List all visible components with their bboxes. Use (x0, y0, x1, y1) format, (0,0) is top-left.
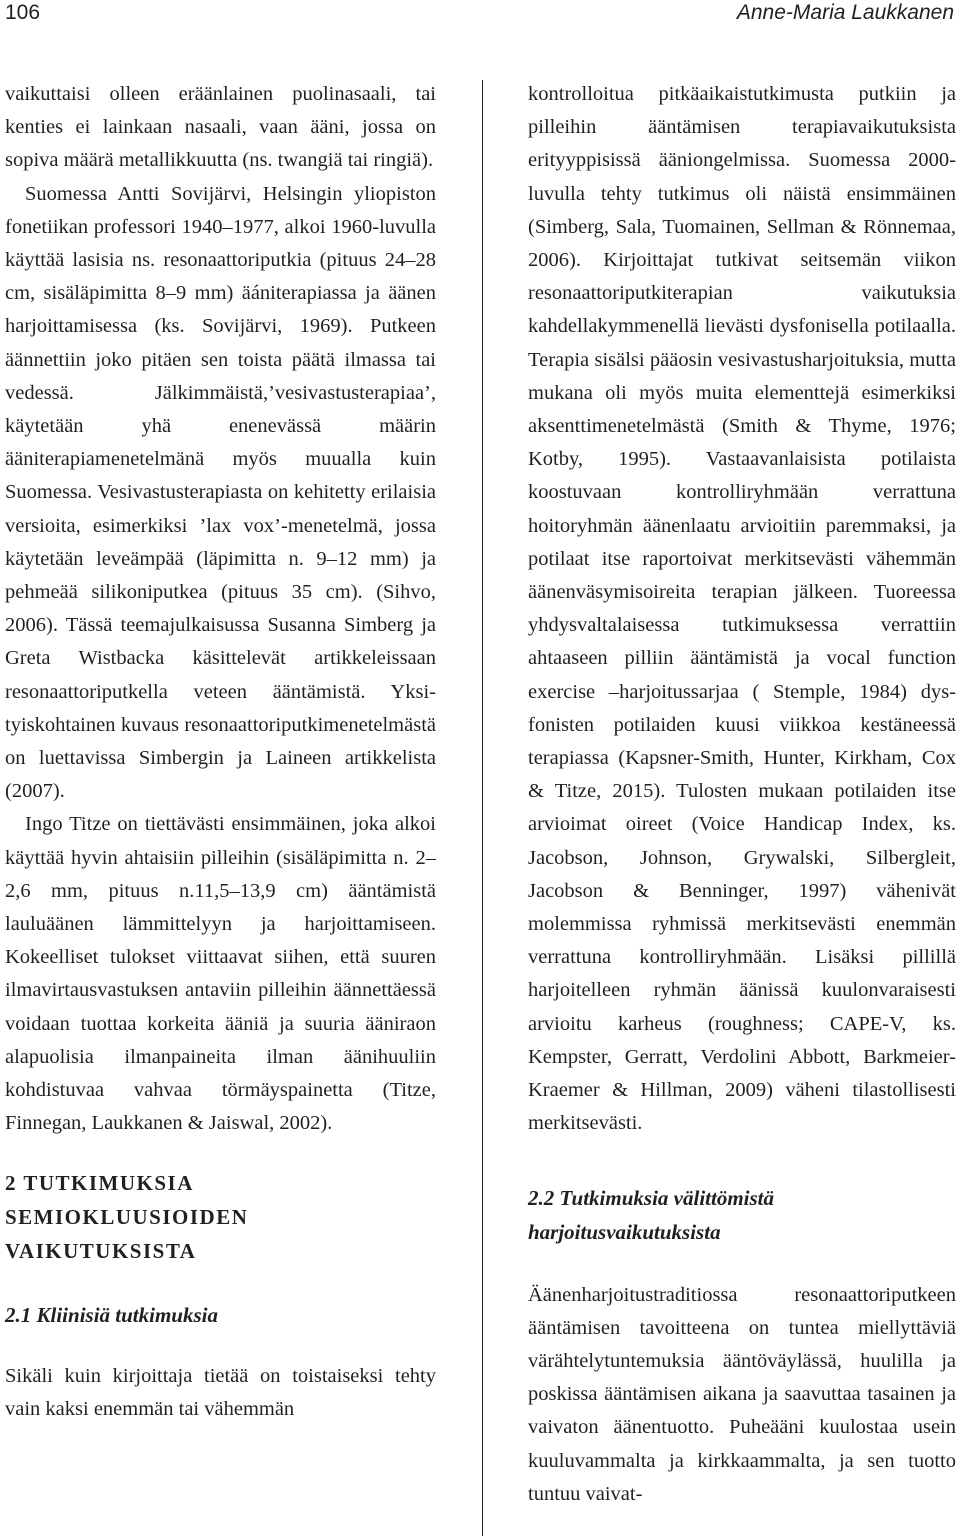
right-column (528, 78, 956, 1511)
left-column (5, 78, 436, 1426)
left-paragraph-3: Ingo Titze on tiettävästi ensimmäinen, joka alkoi käyttää hyvin ahtaisiin pilleihin (sisäläpimitta n. 2–2,6 mm, pituus n.11,5–13,9 cm) ääntämistä lauluäänen lämmittelyyn ja harjoittamiseen. Kokeelliset tulokset viittaavat siihen, että suuren ilmavirtausvastuksen antaviin pilleihin äännettäessä voidaan tuottaa korkeita ääniä ja suuria ääniraon alapuolisia ilmanpaineita ilman äänihuuliin kohdistuvaa vahvaa törmäyspainetta (Titze, Finnegan, Laukkanen & Jaiswal, 2002). (5, 813, 436, 1135)
right-paragraph-2: Äänenharjoitustraditiossa resonaattoriputkeen ääntämisen tavoitteena on tuntea miellyttäviä värähtelytuntemuksia ääntöväylässä, huulilla ja poskissa ääntämisen aikana ja saavuttaa tasainen ja vaivaton äänentuotto. Puheääni kuulostaa usein kuuluvammalta ja kirkkaammalta, ja sen tuotto tuntuu vaivat- (528, 1283, 956, 1505)
left-paragraph-1: vaikuttaisi olleen eräänlainen puolinasaali, tai kenties ei lainkaan nasaali, vaan ääni, jossa on sopiva määrä metallikkuutta (ns. twangiä tai ringiä). (5, 83, 436, 172)
page-number: 106 (5, 1, 41, 24)
subheading-2-1: 2.1 Kliinisiä tutkimuksia (5, 1302, 218, 1327)
left-paragraph-4: Sikäli kuin kirjoittaja tietää on toistaiseksi tehty vain kaksi enemmän tai vähemmän (5, 1364, 436, 1420)
column-divider (482, 80, 483, 1536)
subheading-2-2: 2.2 Tutkimuksia välittömistä harjoitusvaikutuksista (528, 1185, 775, 1244)
running-head-author: Anne-Maria Laukkanen (736, 1, 954, 24)
right-paragraph-1: kontrolloitua pitkäaikaistutkimusta putkiin ja pilleihin ääntämisen terapiavaikutuksista erityyppisissä ääniongelmissa. Suomessa 2000-luvulla tehty tutkimus oli näistä ensimmäinen (Simberg, Sala, Tuomainen, Sellman & Rönnemaa, 2006). Kirjoittajat tutkivat seitsemän viikon resonaattoriputkiterapian vaikutuksia kahdellakymmenellä lievästi dysfonisella potilaalla. Terapia sisälsi pääosin vesivastusharjoituksia, mutta mukana oli myös muita elementtejä esimerkiksi aksenttimenetelmästä (Smith & Thyme, 1976; Kotby, 1995). Vastaavanlaisista potilaista koostuvaan kontrolliryhmään verrattuna hoitoryhmän äänenlaatu arvioitiin paremmaksi, ja potilaat itse raportoivat merkitsevästi vähemmän äänenväsymisoireita terapian jälkeen. Tuoreessa yhdysvaltalaisessa tutkimuksessa verrattiin ahtaaseen pilliin ääntämistä ja vocal function exercise –harjoitussarjaa ( Stemple, 1984) dysfonisten potilaiden kuusi viikkoa kestäneessä terapiassa (Kapsner-Smith, Hunter, Kirkham, Cox & Titze, 2015). Tulosten mukaan potilaiden itse arvioimat oireet (Voice Handicap Index, ks. Jacobson, Johnson, Grywalski, Silbergleit, Jacobson & Benninger, 1997) vähenivät molemmissa ryhmissä merkitsevästi enemmän verrattuna kontrolliryhmään. Lisäksi pillillä harjoitelleen ryhmän äänissä kuulonvaraisesti arvioitu karheus (roughness; CAPE-V, ks. Kempster, Gerratt, Verdolini Abbott, Barkmeier-Kraemer & Hillman, 2009) väheni tilastollisesti merkitsevästi. (528, 83, 956, 1135)
left-paragraph-2: Suomessa Antti Sovijärvi, Helsingin yliopiston fonetiikan professori 1940–1977, alkoi 1960-luvulla käyttää lasisia ns. resonaattoriputkia (pituus 24–28 cm, sisäläpimitta 8–9 mm) äániterapiassa ja äänen harjoittamisessa (ks. Sovijärvi, 1969). Putkeen äännettiin joko pitäen sen toista päätä ilmassa tai vedessä. Jälkimmäistä,’vesivastusterapiaa’, käytetään yhä enenevässä määrin ääniterapiamenetelmänä myös muualla kuin Suomessa. Vesivastusterapiasta on kehitetty erilaisia versioita, esimerkiksi ’lax vox’-menetelmä, jossa käytetään leveämpää (läpimitta n. 9–12 mm) ja pehmeää silikoniputkea (pituus 35 cm). (Sihvo, 2006). Tässä teemajulkaisussa Susanna Simberg ja Greta Wistbacka käsittelevät artikkeleissaan resonaattoriputkella veteen ääntämistä. Yksityiskohtainen kuvaus resonaattoriputkimenetelmästä on luettavissa Simbergin ja Laineen artikkelista (2007). (5, 182, 436, 803)
section-heading: 2 TUTKIMUKSIA SEMIOKLUUSIOIDEN VAIKUTUKSISTA (5, 1170, 249, 1263)
